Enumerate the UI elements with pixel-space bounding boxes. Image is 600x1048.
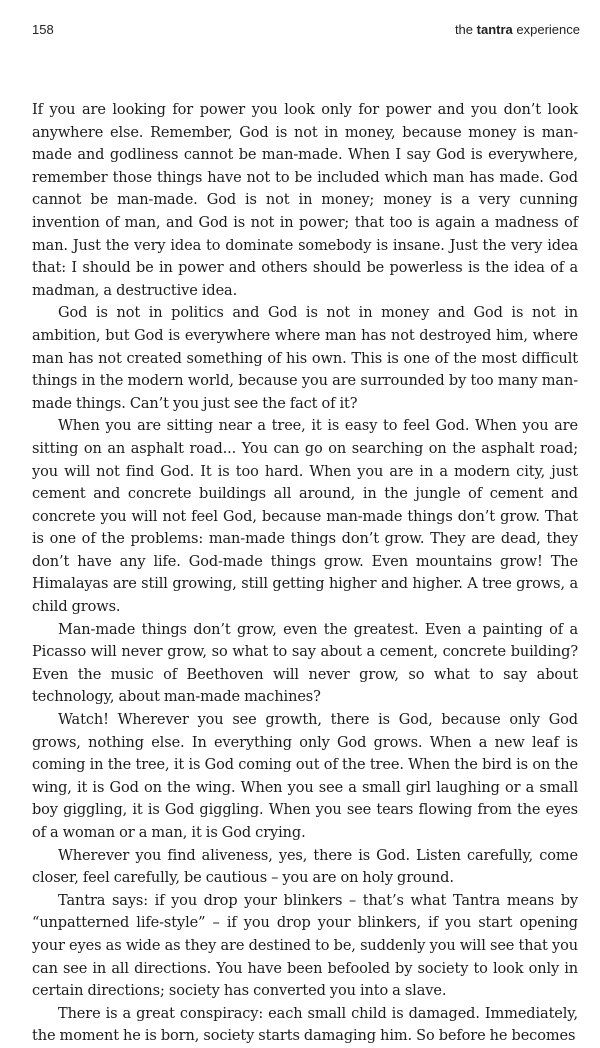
page-header [32, 22, 580, 42]
running-head-title: tantra [476, 22, 513, 37]
paragraph: Man-made things don’t grow, even the greatest. Even a painting of a Picasso will never grow, so what to say about a cement, concrete building? Even the music of Beethoven will never grow, so what to say about technology, about man-made machines? [32, 621, 578, 706]
running-head-prefix: the [454, 22, 474, 37]
running-head-suffix: experience [516, 22, 580, 37]
paragraph: God is not in politics and God is not in money and God is not in ambition, but God is everywhere where man has not destroyed him, where man has not created something of his own. This is one of the most difficult things in the modern world, because you are surrounded by too many man-made things. Can’t you just see the fact of it? [32, 305, 578, 412]
paragraph: If you are looking for power you look only for power and you don’t look anywhere else. Remember, God is not in money, because money is man-made and godliness cannot be man-made. When I say God is everywhere, remember those things have not to be included which man has made. God cannot be man-made. God is not in money; money is a very cunning invention of man, and God is not in power; that too is again a madness of man. Just the very idea to dominate somebody is insane. Just the very idea that: I should be in power and others should be powerless is the idea of a madman, a destructive idea. [32, 102, 578, 299]
paragraph: Watch! Wherever you see growth, there is God, because only God grows, nothing else. In everything only God grows. When a new leaf is coming in the tree, it is God coming out of the tree. When the bird is on the wing, it is God on the wing. When you see a small girl laughing or a small boy giggling, it is God giggling. When you see tears flowing from the eyes of a woman or a man, it is God crying. [32, 712, 578, 841]
paragraph: Tantra says: if you drop your blinkers – that’s what Tantra means by “unpatterned life-style” – if you drop your blinkers, if you start opening your eyes as wide as they are destined to be, suddenly you will see that you can see in all directions. You have been befooled by society to look only in certain directions; society has converted you into a slave. [32, 892, 578, 1000]
page-number: 158 [32, 22, 54, 37]
paragraph: When you are sitting near a tree, it is easy to feel God. When you are sitting on an asphalt road... You can go on searching on the asphalt road; you will not find God. It is too hard. When you are in a modern city, just cement and concrete buildings all around, in the jungle of cement and concrete you will not feel God, because man-made things don’t grow. That is one of the problems: man-made things don’t grow. They are dead, they don’t have any life. God-made things grow. Even mountains grow! The Himalayas are still growing, still getting higher and higher. A tree grows, a child grows. [32, 418, 578, 616]
paragraph: There is a great conspiracy: each small child is damaged. Immediately, the moment he is born, society starts damaging him. So before he becomes [32, 1005, 578, 1045]
body-text [32, 99, 578, 1048]
paragraph: Wherever you find aliveness, yes, there is God. Listen carefully, come closer, feel carefully, be cautious – you are on holy ground. [32, 847, 578, 887]
running-head [455, 22, 580, 37]
